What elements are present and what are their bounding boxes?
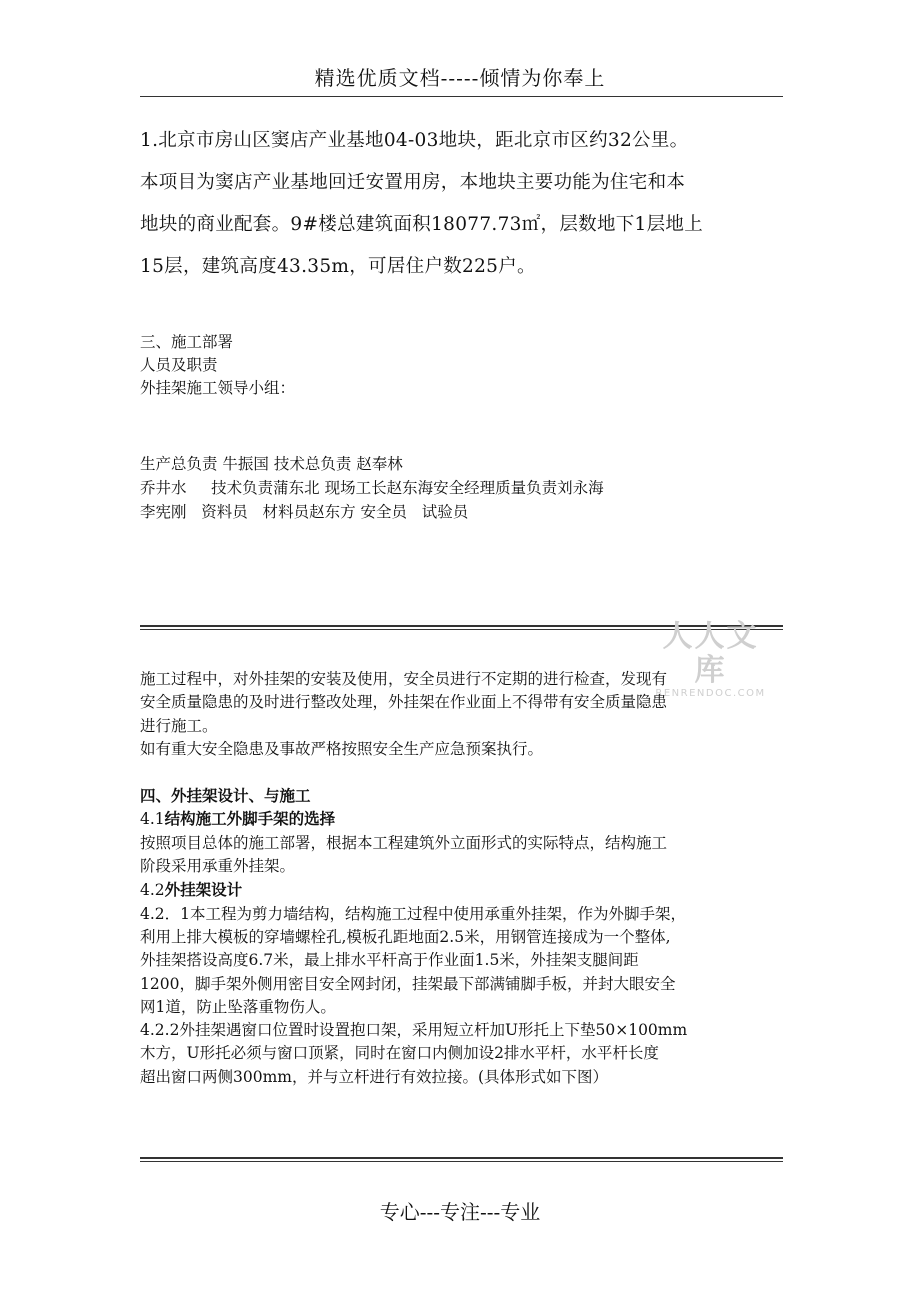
body-line: 利用上排大模板的穿墙螺栓孔,模板孔距地面2.5米，用钢管连接成为一个整体, <box>140 927 671 946</box>
intro-line: 本项目为窦店产业基地回迁安置用房，本地块主要功能为住宅和本 <box>140 172 686 193</box>
team-line: 李宪刚 资料员 材料员赵东方 安全员 试验员 <box>140 503 469 521</box>
body-line: 4.2.2外挂架遇窗口位置时设置抱口架，采用短立杆加U形托上下垫50×100mm <box>140 1021 688 1040</box>
watermark-sub-text: RENRENDOC.COM <box>655 688 766 699</box>
section-4-1-heading <box>140 807 790 831</box>
body-line: 超出窗口两侧300mm，并与立杆进行有效拉接。(具体形式如下图） <box>140 1067 609 1086</box>
section-4-2-heading <box>140 878 790 902</box>
body-line: 外挂架搭设高度6.7米，最上排水平杆高于作业面1.5米，外挂架支腿间距 <box>140 951 639 970</box>
page-header-title: 精选优质文档-----倾情为你奉上 <box>314 66 606 90</box>
body-line: 4.2．1本工程为剪力墙结构，结构施工过程中使用承重外挂架，作为外脚手架， <box>140 904 687 923</box>
body-line: 如有重大安全隐患及事故严格按照安全生产应急预案执行。 <box>140 739 544 758</box>
section-3-heading: 三、施工部署 <box>140 333 234 351</box>
intro-line: 地块的商业配套。9#楼总建筑面积18077.73㎡，层数地下1层地上 <box>140 214 704 235</box>
leadership-group-heading: 外挂架施工领导小组： <box>140 379 296 397</box>
page-footer-text: 专心---专注---专业 <box>379 1200 541 1224</box>
body-line: 安全质量隐患的及时进行整改处理，外挂架在作业面上不得带有安全质量隐患 <box>140 693 668 712</box>
body-line: 施工过程中，对外挂架的安装及使用，安全员进行不定期的进行检查，发现有 <box>140 670 668 688</box>
body-line: 1200，脚手架外侧用密目安全网封闭，挂架最下部满铺脚手板，并封大眼安全 <box>140 974 676 993</box>
watermark-main-text: 人人文库 <box>662 619 759 688</box>
section-title: 外挂架设计 <box>164 880 243 900</box>
team-list <box>140 452 604 524</box>
footer-divider <box>140 1157 783 1162</box>
team-line: 乔井水 技术负责蒲东北 现场工长赵东海安全经理质量负责刘永海 <box>140 479 604 497</box>
document-body <box>140 668 790 1089</box>
intro-line: 15层，建筑高度43.35m，可居住户数225户。 <box>140 256 536 277</box>
project-intro <box>140 120 800 288</box>
header-divider <box>140 96 783 97</box>
body-line: 按照项目总体的施工部署，根据本工程建筑外立面形式的实际特点，结构施工 <box>140 833 668 852</box>
intro-line: 1.北京市房山区窦店产业基地04-03地块，距北京市区约32公里。 <box>140 130 689 151</box>
body-line: 网1道，防止坠落重物伤人。 <box>140 997 336 1016</box>
section-number: 4.2 <box>140 881 165 900</box>
section-3-heading-block <box>140 331 295 400</box>
staff-duties-heading: 人员及职责 <box>140 356 218 374</box>
section-title: 结构施工外脚手架的选择 <box>164 809 336 829</box>
spacer <box>140 761 790 784</box>
section-4-heading: 四、外挂架设计、与施工 <box>140 786 311 806</box>
team-line: 生产总负责 牛振国 技术总负责 赵奉林 <box>140 455 403 473</box>
body-line: 进行施工。 <box>140 716 218 735</box>
section-number: 4.1 <box>140 810 165 829</box>
body-line: 阶段采用承重外挂架。 <box>140 857 296 876</box>
body-line: 木方，U形托必须与窗口顶紧，同时在窗口内侧加设2排水平杆，水平杆长度 <box>140 1044 659 1063</box>
